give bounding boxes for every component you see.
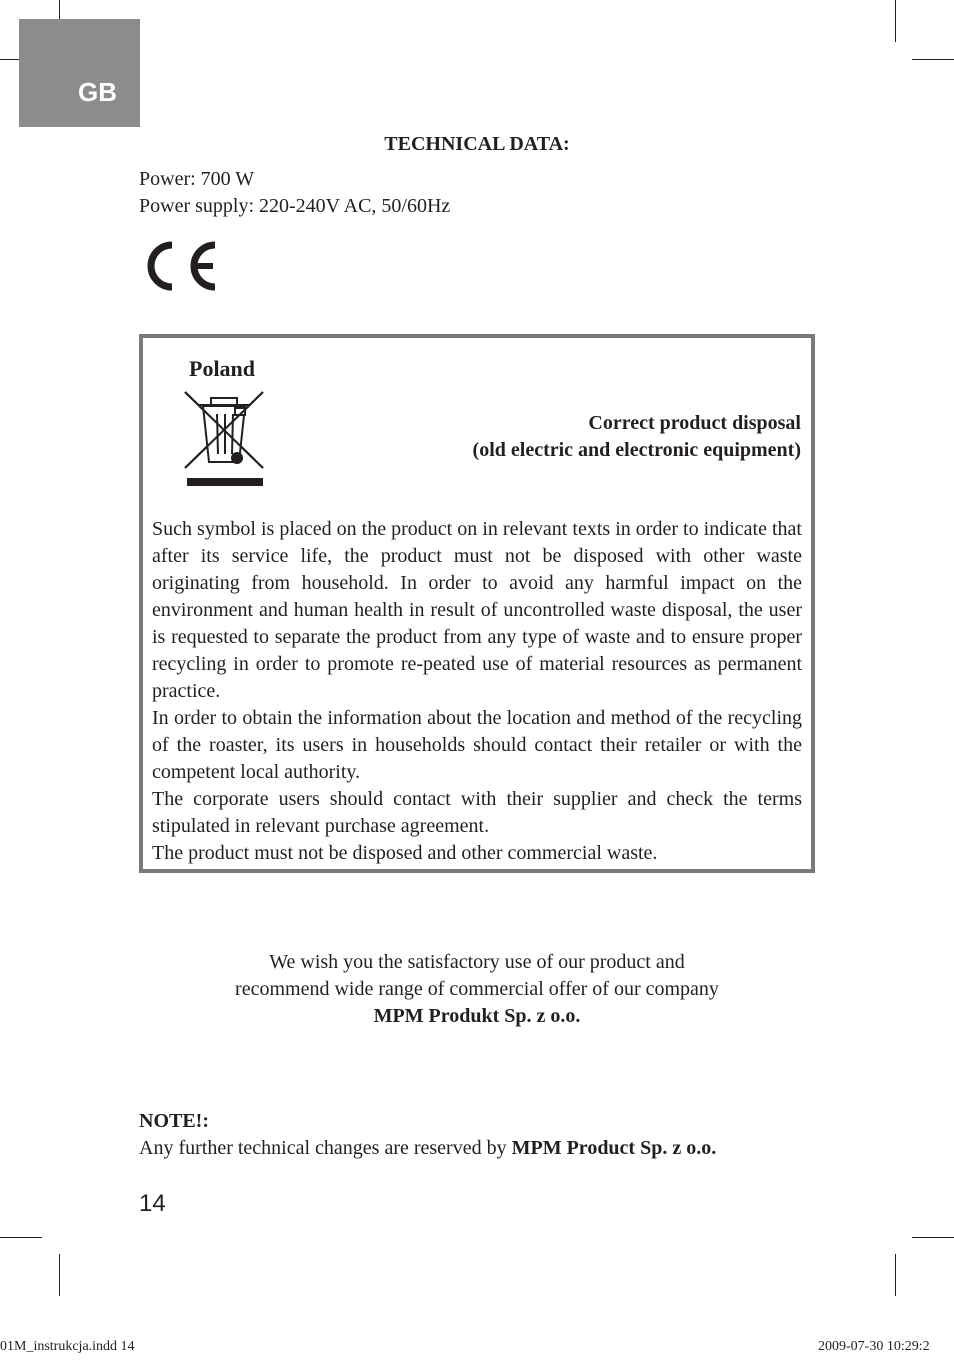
disposal-title-line1: Correct product disposal xyxy=(588,412,801,434)
disposal-paragraph: The corporate users should contact with their supplier and check the terms stipulated in relevant purchase agreement. xyxy=(152,788,802,837)
disposal-title xyxy=(473,410,801,464)
crop-mark xyxy=(895,1254,896,1296)
closing-line2: recommend wide range of commercial offer of our company xyxy=(235,978,719,1000)
note-heading: NOTE!: xyxy=(139,1110,209,1132)
language-tab-label: GB xyxy=(78,76,117,107)
crop-mark xyxy=(912,59,954,60)
slug-timestamp: 2009-07-30 10:29:2 xyxy=(818,1339,930,1354)
closing-message xyxy=(0,949,954,1030)
closing-company: MPM Produkt Sp. z o.o. xyxy=(373,1005,581,1027)
crossed-bin-icon xyxy=(183,390,267,495)
disposal-body xyxy=(152,516,802,867)
note-text-body: Any further technical changes are reserved by xyxy=(139,1137,512,1159)
note-text xyxy=(139,1137,716,1160)
disposal-paragraph: Such symbol is placed on the product on in relevant texts in order to indicate that after its service life, the product must not be disposed with other waste originating from household. In order to avoid any harmful impact on the environment and human health in result of uncontrolled waste disposal, the user is requested to separate the product from any type of waste and to ensure proper recycling in order to promote re-peated use of material resources as permanent practice. xyxy=(152,518,802,702)
language-tab xyxy=(19,19,140,127)
crop-mark xyxy=(59,1254,60,1296)
crop-mark xyxy=(0,1237,42,1238)
closing-line1: We wish you the satisfactory use of our product and xyxy=(269,951,685,973)
ce-mark-icon xyxy=(139,237,219,300)
slug-file: 01M_instrukcja.indd 14 xyxy=(0,1339,135,1354)
country-label: Poland xyxy=(189,356,256,381)
crop-mark xyxy=(912,1237,954,1238)
page-number: 14 xyxy=(139,1190,166,1217)
note-company: MPM Product Sp. z o.o. xyxy=(511,1137,717,1159)
power-spec: Power: 700 W xyxy=(139,168,255,190)
disposal-paragraph: The product must not be disposed and other commercial waste. xyxy=(152,842,658,864)
power-supply-spec: Power supply: 220-240V AC, 50/60Hz xyxy=(139,195,451,217)
crop-mark xyxy=(895,0,896,42)
technical-data-heading: TECHNICAL DATA: xyxy=(384,133,570,155)
disposal-title-line2: (old electric and electronic equipment) xyxy=(472,439,801,461)
disposal-info-box xyxy=(139,334,815,873)
disposal-paragraph: In order to obtain the information about the location and method of the recycling of the roaster, its users in households should contact their retailer or with the competent local authority. xyxy=(152,707,802,783)
